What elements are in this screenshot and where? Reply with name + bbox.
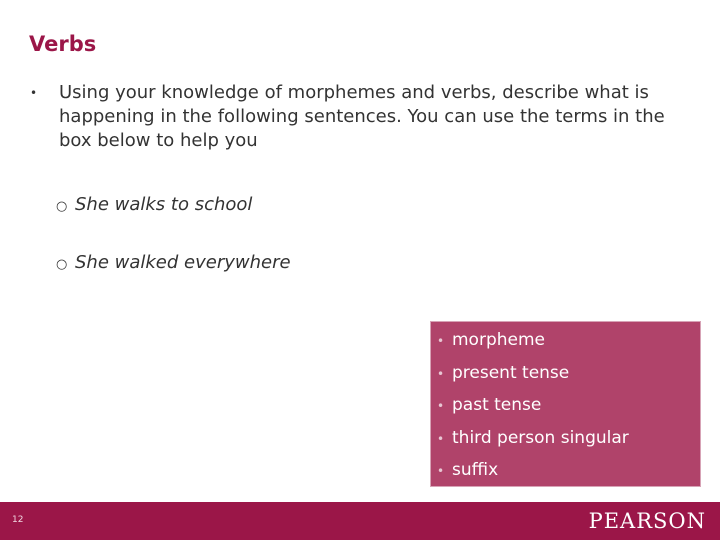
sentence-item-1 — [56, 194, 252, 215]
term-item — [437, 363, 569, 383]
bullet-dot-icon: • — [437, 432, 445, 446]
pearson-logo: PEARSON — [588, 509, 706, 533]
slide-title: Verbs — [29, 32, 97, 56]
term-label: present tense — [452, 363, 570, 383]
term-item — [437, 428, 629, 448]
circle-bullet-icon: ○ — [56, 199, 68, 214]
instruction-text: Using your knowledge of morphemes and verbs, describe what is happening in the following sentences. You can use the terms in the box below to help you — [59, 82, 665, 151]
sentence-item-2 — [56, 252, 291, 273]
term-label: morpheme — [452, 330, 545, 350]
term-label: past tense — [452, 395, 542, 415]
main-bullet-marker: • — [30, 86, 38, 100]
term-label: third person singular — [452, 428, 629, 448]
term-item — [437, 460, 498, 480]
footer-bar — [0, 502, 720, 540]
bullet-dot-icon: • — [437, 399, 445, 413]
term-item — [437, 330, 545, 350]
sentence-text: She walked everywhere — [75, 252, 291, 273]
bullet-dot-icon: • — [437, 334, 445, 348]
bullet-dot-icon: • — [437, 464, 445, 478]
bullet-dot-icon: • — [437, 367, 445, 381]
term-label: suffix — [452, 460, 499, 480]
circle-bullet-icon: ○ — [56, 257, 68, 272]
terms-box — [430, 321, 701, 487]
term-item — [437, 395, 541, 415]
page-number: 12 — [12, 515, 24, 525]
sentence-text: She walks to school — [75, 194, 253, 215]
